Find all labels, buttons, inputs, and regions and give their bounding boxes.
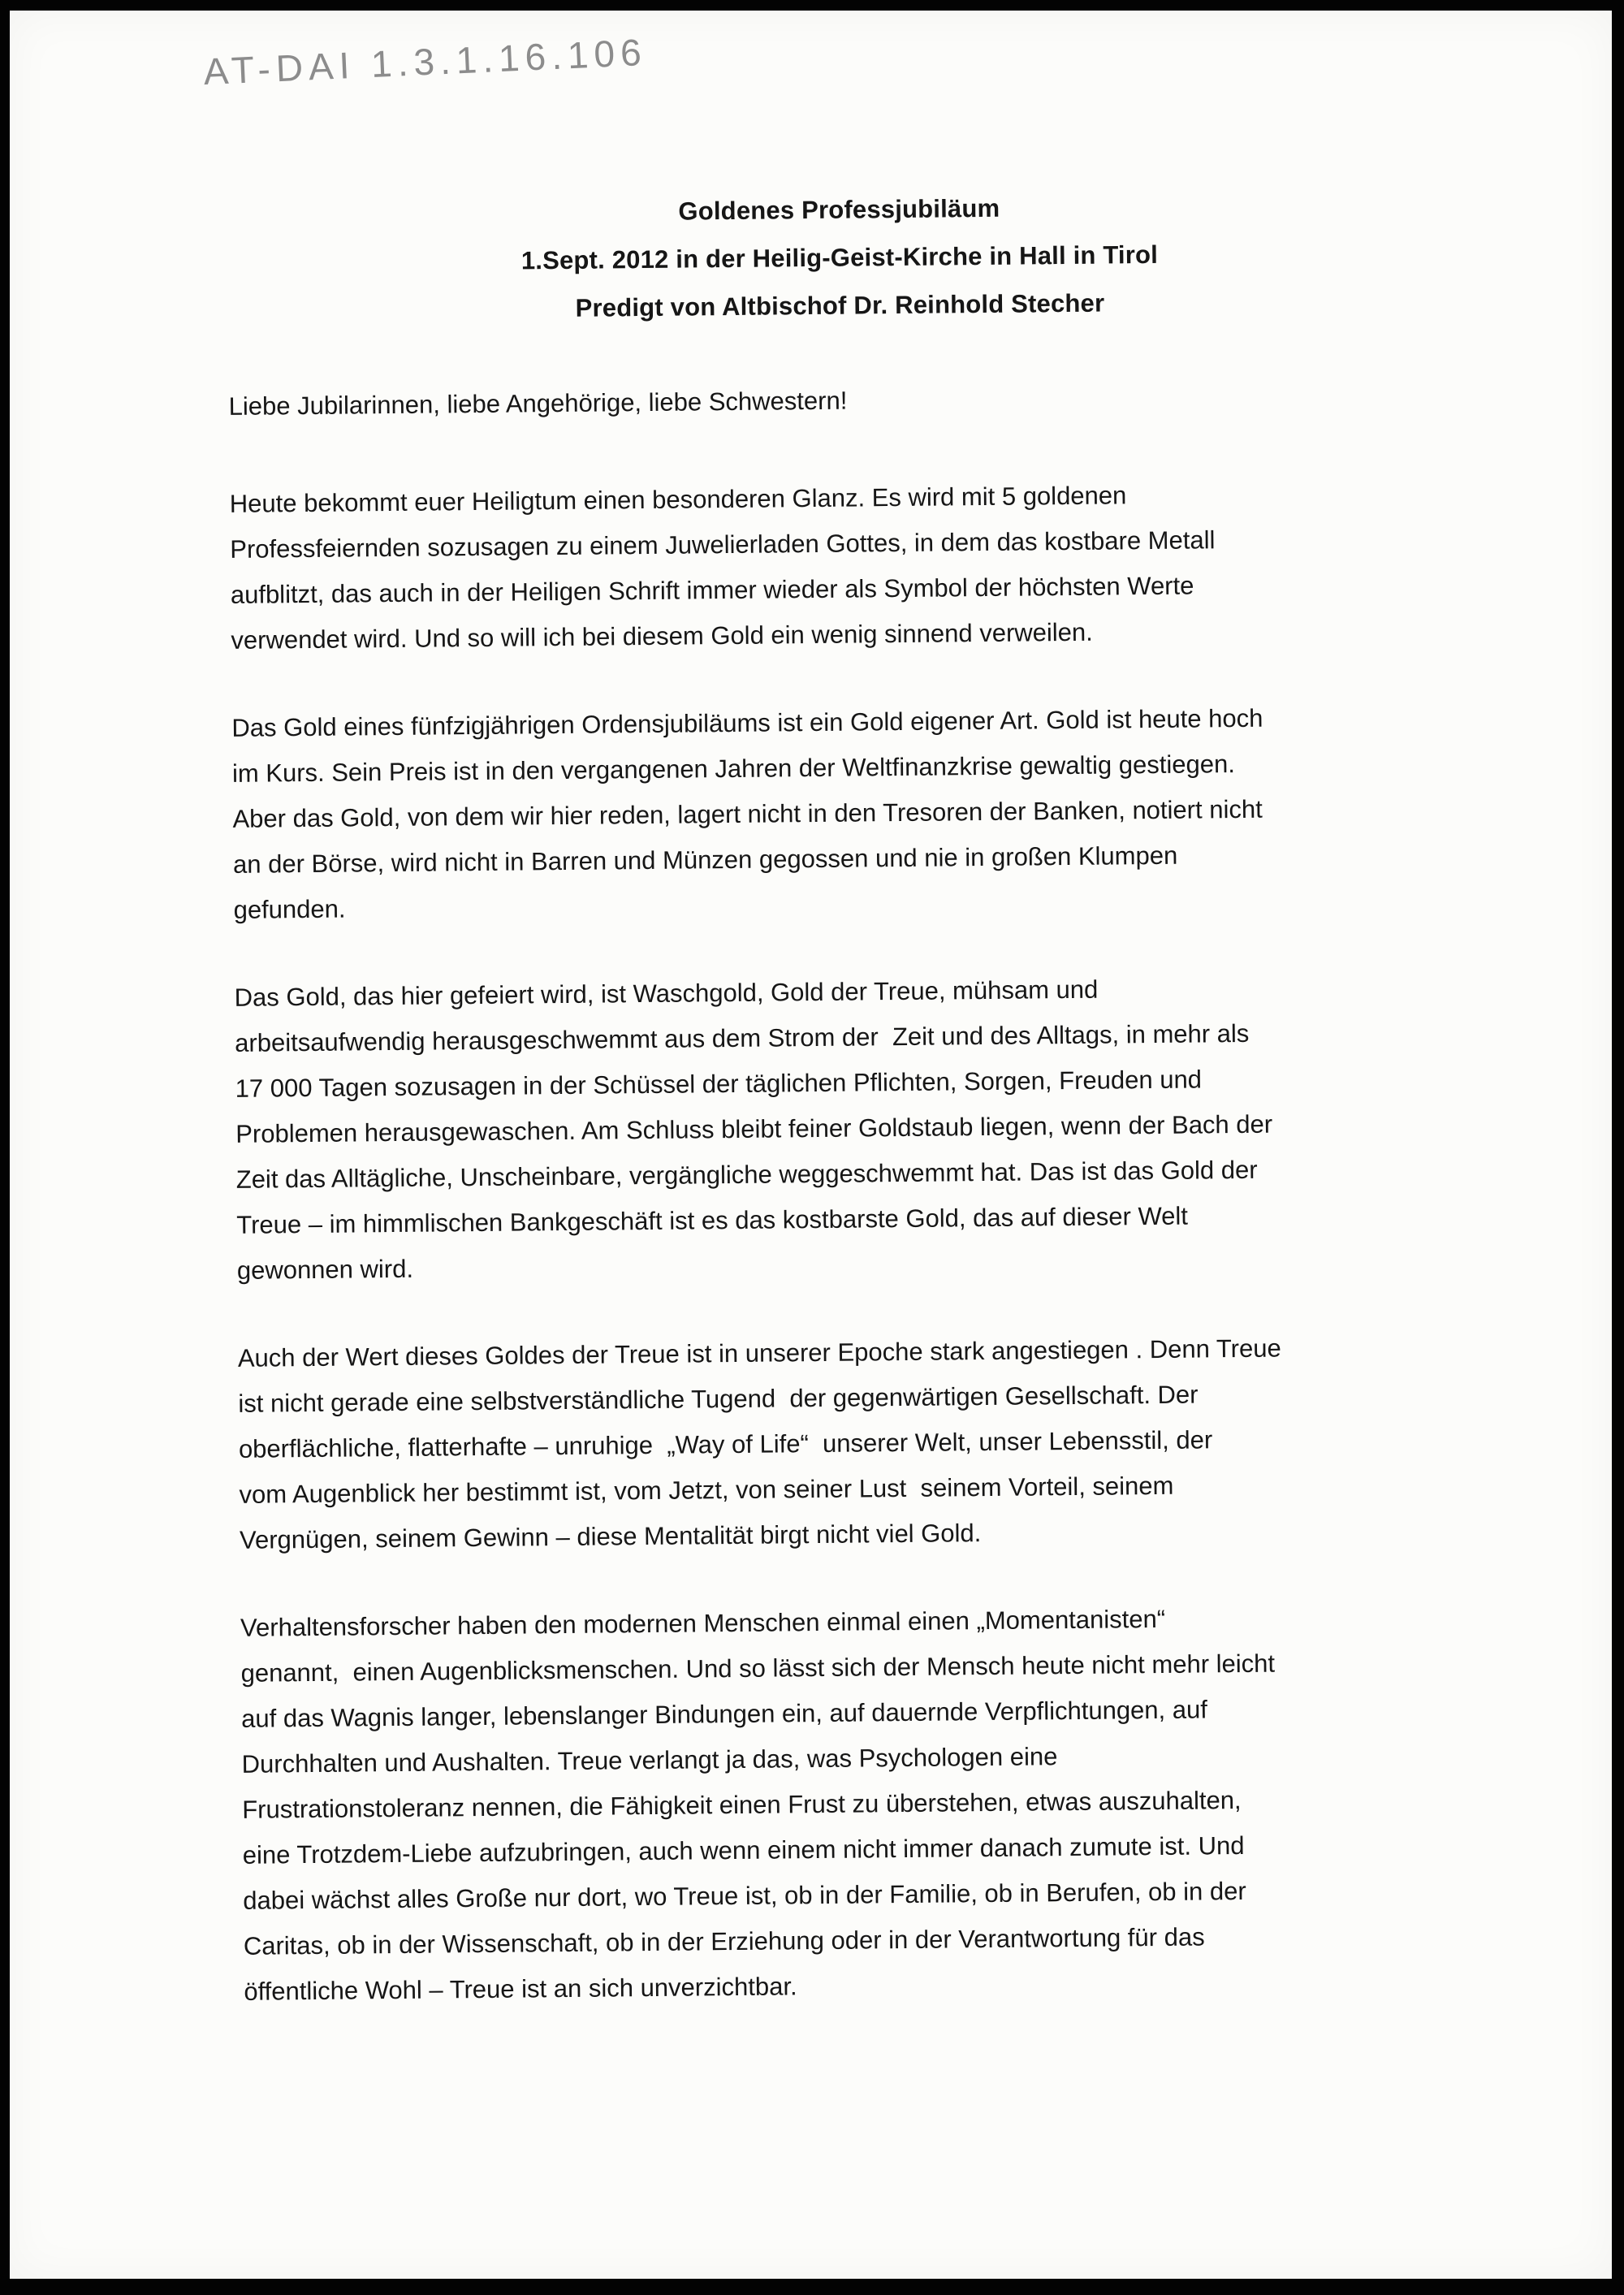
text-line: vom Augenblick her bestimmt ist, vom Jetzt, von seiner Lust seinem Vorteil, seinem bbox=[239, 1471, 1174, 1509]
archival-reference-handwritten: AT-DAI 1.3.1.16.106 bbox=[202, 30, 648, 93]
document-body bbox=[230, 469, 1469, 2014]
text-line: Das Gold, das hier gefeiert wird, ist Waschgold, Gold der Treue, mühsam und bbox=[234, 975, 1099, 1012]
text-line: genannt, einen Augenblicksmenschen. Und so lässt sich der Mensch heute nicht mehr leicht bbox=[240, 1649, 1276, 1688]
text-column bbox=[11, 179, 1612, 2017]
document-subtitle-date-location: 1.Sept. 2012 in der Heilig-Geist-Kirche in Hall in Tirol bbox=[520, 240, 1159, 275]
document-title: Goldenes Professjubiläum bbox=[678, 193, 1000, 226]
text-line: arbeitsaufwendig herausgeschwemmt aus dem Strom der Zeit und des Alltags, in mehr als bbox=[235, 1018, 1250, 1057]
text-line: auf das Wagnis langer, lebenslanger Bindungen ein, auf dauernde Verpflichtungen, auf bbox=[240, 1695, 1208, 1733]
text-line: oberflächliche, flatterhafte – unruhige „Way of Life“ unserer Welt, unser Lebensstil, der bbox=[238, 1425, 1213, 1463]
paragraph bbox=[231, 694, 1458, 932]
document-page bbox=[10, 11, 1612, 2279]
text-line: Auch der Wert dieses Goldes der Treue ist in unserer Epoche stark angestiegen . Denn Treue bbox=[237, 1333, 1281, 1372]
text-line: dabei wächst alles Große nur dort, wo Treue ist, ob in der Familie, ob in Berufen, ob in der bbox=[243, 1876, 1246, 1915]
text-line: Zeit das Alltägliche, Unscheinbare, vergängliche weggeschwemmt hat. Das ist das Gold der bbox=[235, 1155, 1258, 1194]
text-line: aufblitzt, das auch in der Heiligen Schrift immer wieder als Symbol der höchsten Werte bbox=[230, 571, 1194, 609]
title-block bbox=[227, 179, 1453, 335]
paragraph bbox=[238, 1324, 1465, 1562]
text-line: gefunden. bbox=[233, 894, 346, 924]
text-line: ist nicht gerade eine selbstverständliche Tugend der gegenwärtigen Gesellschaft. Der bbox=[238, 1380, 1199, 1418]
text-line: Aber das Gold, von dem wir hier reden, lagert nicht in den Tresoren der Banken, notiert nicht bbox=[232, 794, 1263, 833]
text-line: Heute bekommt euer Heiligtum einen besonderen Glanz. Es wird mit 5 goldenen bbox=[229, 481, 1127, 518]
text-line: gewonnen wird. bbox=[236, 1254, 414, 1285]
text-line: verwendet wird. Und so will ich bei diesem Gold ein wenig sinnend verweilen. bbox=[231, 617, 1093, 655]
paragraph bbox=[234, 963, 1462, 1293]
text-line: Treue – im himmlischen Bankgeschäft ist es das kostbarste Gold, das auf dieser Welt bbox=[236, 1201, 1189, 1239]
text-line: im Kurs. Sein Preis ist in den vergangenen Jahren der Weltfinanzkrise gewaltig gestiegen. bbox=[231, 750, 1236, 788]
text-line: eine Trotzdem-Liebe aufzubringen, auch wenn einem nicht immer danach zumute ist. Und bbox=[242, 1830, 1245, 1869]
scanned-sheet bbox=[10, 11, 1612, 2279]
paragraph bbox=[240, 1593, 1469, 2014]
text-line: Caritas, ob in der Wissenschaft, ob in der Erziehung oder in der Verantwortung für das bbox=[243, 1922, 1205, 1960]
text-line: Verhaltensforscher haben den modernen Menschen einmal einen „Momentanisten“ bbox=[240, 1604, 1166, 1642]
text-line: 17 000 Tagen sozusagen in der Schüssel der täglichen Pflichten, Sorgen, Freuden und bbox=[235, 1065, 1203, 1103]
text-line: Das Gold eines fünfzigjährigen Ordensjubiläums ist ein Gold eigener Art. Gold ist heute hoch bbox=[231, 703, 1263, 742]
text-line: Professfeiernden sozusagen zu einem Juwelierladen Gottes, in dem das kostbare Metall bbox=[230, 525, 1216, 564]
text-line: an der Börse, wird nicht in Barren und Münzen gegossen und nie in großen Klumpen bbox=[232, 841, 1178, 879]
document-subtitle-author: Predigt von Altbischof Dr. Reinhold Stecher bbox=[575, 288, 1105, 322]
text-line: öffentliche Wohl – Treue ist an sich unverzichtbar. bbox=[244, 1972, 797, 2006]
text-line: Durchhalten und Aushalten. Treue verlangt ja das, was Psychologen eine bbox=[241, 1742, 1058, 1779]
text-line: Vergnügen, seinem Gewinn – diese Mentalität birgt nicht viel Gold. bbox=[239, 1519, 982, 1554]
text-line: Frustrationstoleranz nennen, die Fähigkeit einen Frust zu überstehen, etwas auszuhalten, bbox=[242, 1786, 1242, 1824]
salutation: Liebe Jubilarinnen, liebe Angehörige, liebe Schwestern! bbox=[228, 386, 848, 421]
paragraph bbox=[230, 469, 1456, 663]
text-line: Problemen herausgewaschen. Am Schluss bleibt feiner Goldstaub liegen, wenn der Bach der bbox=[235, 1109, 1273, 1148]
